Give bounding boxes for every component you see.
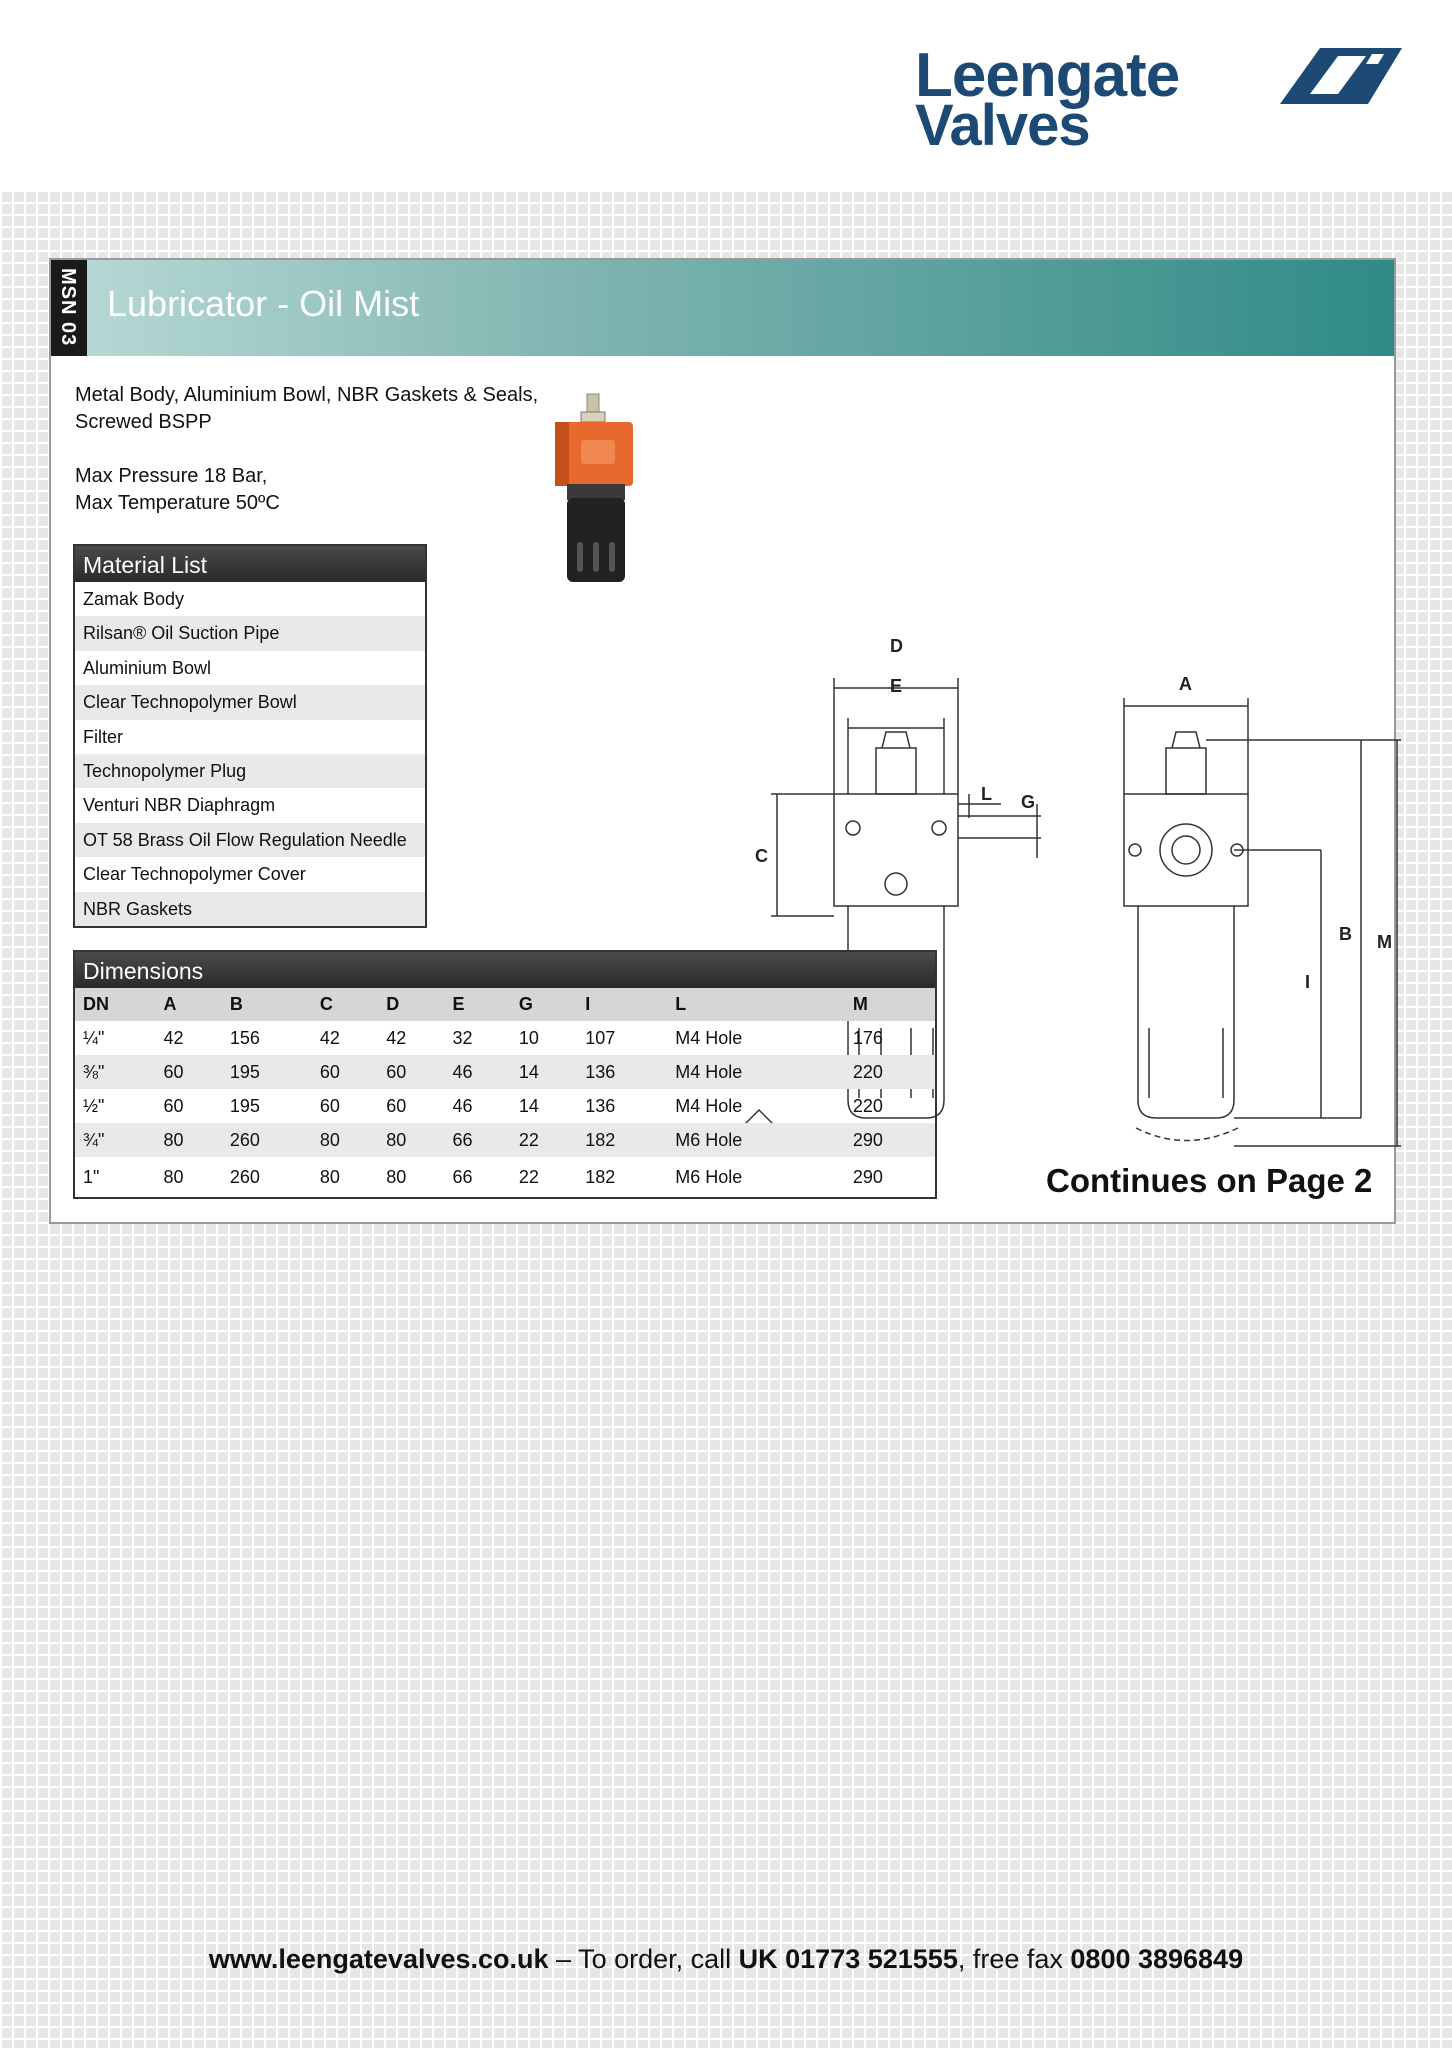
table-cell: 60 xyxy=(312,1055,378,1089)
table-cell: 260 xyxy=(222,1123,312,1157)
table-cell: M4 Hole xyxy=(675,1027,743,1048)
dim-label-i: I xyxy=(1305,972,1311,992)
col-header: M xyxy=(845,988,935,1021)
table-cell: 182 xyxy=(585,1166,616,1187)
table-cell: ⅜" xyxy=(75,1055,155,1089)
table-cell: 290 xyxy=(852,1166,883,1187)
table-cell: 80 xyxy=(319,1166,340,1187)
col-header: I xyxy=(577,988,667,1021)
table-cell: 80 xyxy=(155,1123,221,1157)
table-cell: 60 xyxy=(163,1095,184,1116)
table-cell: M6 Hole xyxy=(675,1166,743,1187)
table-cell: 14 xyxy=(518,1095,539,1116)
table-cell: M4 Hole xyxy=(667,1055,845,1089)
material-item: Filter xyxy=(83,726,123,747)
table-cell: 46 xyxy=(445,1055,511,1089)
table-cell: 195 xyxy=(229,1095,260,1116)
table-cell: ¼" xyxy=(83,1027,105,1048)
table-cell: 182 xyxy=(577,1123,667,1157)
table-cell: 1" xyxy=(83,1166,100,1187)
table-cell: 14 xyxy=(511,1055,577,1089)
dim-label-g: G xyxy=(1021,792,1036,812)
description-line2: Screwed BSPP xyxy=(75,411,212,433)
table-cell: 107 xyxy=(585,1027,616,1048)
material-list-title: Material List xyxy=(75,546,425,582)
table-cell: M6 Hole xyxy=(667,1123,845,1157)
table-cell: 32 xyxy=(452,1027,473,1048)
table-cell: 22 xyxy=(518,1166,539,1187)
table-cell: 42 xyxy=(386,1027,407,1048)
table-cell: 60 xyxy=(319,1095,340,1116)
col-header: A xyxy=(155,988,221,1021)
dim-label-m: M xyxy=(1377,932,1392,952)
table-row xyxy=(75,1089,935,1123)
product-photo xyxy=(551,392,641,592)
logo-mark-icon xyxy=(1280,48,1402,108)
dim-label-a: A xyxy=(1179,674,1192,694)
table-cell: 42 xyxy=(319,1027,340,1048)
table-cell: 42 xyxy=(163,1027,184,1048)
table-cell: 80 xyxy=(386,1166,407,1187)
table-cell: 46 xyxy=(452,1095,473,1116)
col-header: L xyxy=(667,988,845,1021)
table-row xyxy=(75,1021,935,1055)
col-header: DN xyxy=(75,988,155,1021)
logo-line2: Valves xyxy=(915,93,1090,158)
sheet-code-tag xyxy=(51,260,87,356)
material-item: Rilsan® Oil Suction Pipe xyxy=(75,616,425,650)
col-header: D xyxy=(378,988,444,1021)
table-cell: 22 xyxy=(511,1123,577,1157)
dim-label-l: L xyxy=(981,784,992,804)
col-header: G xyxy=(511,988,577,1021)
description-line1: Metal Body, Aluminium Bowl, NBR Gaskets & Seals, xyxy=(75,384,539,406)
table-cell: 80 xyxy=(163,1166,184,1187)
table-cell: 66 xyxy=(445,1123,511,1157)
header-bar xyxy=(51,260,1394,356)
table-cell: 136 xyxy=(577,1055,667,1089)
material-item: NBR Gaskets xyxy=(75,892,425,926)
dimensions-table xyxy=(73,950,937,1199)
table-cell: 80 xyxy=(312,1123,378,1157)
table-header-row xyxy=(75,988,935,1021)
material-item: Clear Technopolymer Cover xyxy=(83,864,306,885)
material-item: Zamak Body xyxy=(83,589,185,609)
table-cell: 10 xyxy=(518,1027,539,1048)
footer-url: www.leengatevalves.co.uk xyxy=(208,1944,549,1974)
dim-label-e: E xyxy=(890,676,903,696)
dimensions-title: Dimensions xyxy=(75,952,935,988)
col-header: B xyxy=(222,988,312,1021)
table-cell: 80 xyxy=(378,1123,444,1157)
table-cell: ¾" xyxy=(75,1123,155,1157)
dim-label-b: B xyxy=(1339,924,1352,944)
material-item: Clear Technopolymer Bowl xyxy=(75,685,425,719)
table-cell: 136 xyxy=(585,1095,616,1116)
table-cell: 60 xyxy=(378,1055,444,1089)
col-header: E xyxy=(445,988,511,1021)
brand-logo xyxy=(915,41,1405,158)
table-row xyxy=(75,1157,935,1197)
material-item: OT 58 Brass Oil Flow Regulation Needle xyxy=(75,823,425,857)
page-title: Lubricator - Oil Mist xyxy=(107,283,420,324)
logo-line1: Leengate xyxy=(915,41,1180,110)
col-header: C xyxy=(312,988,378,1021)
footer-fax-text: , free fax xyxy=(957,1944,1071,1974)
sheet-code: MSN 03 xyxy=(57,268,79,347)
table-cell: 220 xyxy=(845,1055,935,1089)
table-cell: 195 xyxy=(222,1055,312,1089)
table-cell: 290 xyxy=(845,1123,935,1157)
table-cell: 260 xyxy=(229,1166,260,1187)
spec-temperature: Max Temperature 50ºC xyxy=(75,492,280,514)
material-item: Venturi NBR Diaphragm xyxy=(83,795,276,816)
table-cell: ½" xyxy=(83,1095,105,1116)
footer-contact xyxy=(0,1944,1452,1975)
table-cell: 156 xyxy=(229,1027,260,1048)
table-cell: 176 xyxy=(852,1027,883,1048)
spec-pressure: Max Pressure 18 Bar, xyxy=(75,465,268,487)
material-item: Technopolymer Plug xyxy=(75,754,425,788)
dim-label-d: D xyxy=(890,636,903,656)
footer-fax: 0800 3896849 xyxy=(1070,1944,1244,1974)
material-item: Aluminium Bowl xyxy=(83,657,212,678)
dim-label-c: C xyxy=(755,846,768,866)
table-cell: 60 xyxy=(155,1055,221,1089)
footer-phone: UK 01773 521555 xyxy=(738,1944,958,1974)
table-row xyxy=(75,1055,935,1089)
table-cell: 60 xyxy=(386,1095,407,1116)
table-cell: M4 Hole xyxy=(675,1095,743,1116)
table-row xyxy=(75,1123,935,1157)
table-cell: 66 xyxy=(452,1166,473,1187)
material-list xyxy=(73,544,427,928)
table-cell: 220 xyxy=(852,1095,883,1116)
product-sheet xyxy=(49,258,1396,1224)
footer-order-text: – To order, call xyxy=(548,1944,739,1974)
continues-note: Continues on Page 2 xyxy=(1046,1162,1373,1199)
